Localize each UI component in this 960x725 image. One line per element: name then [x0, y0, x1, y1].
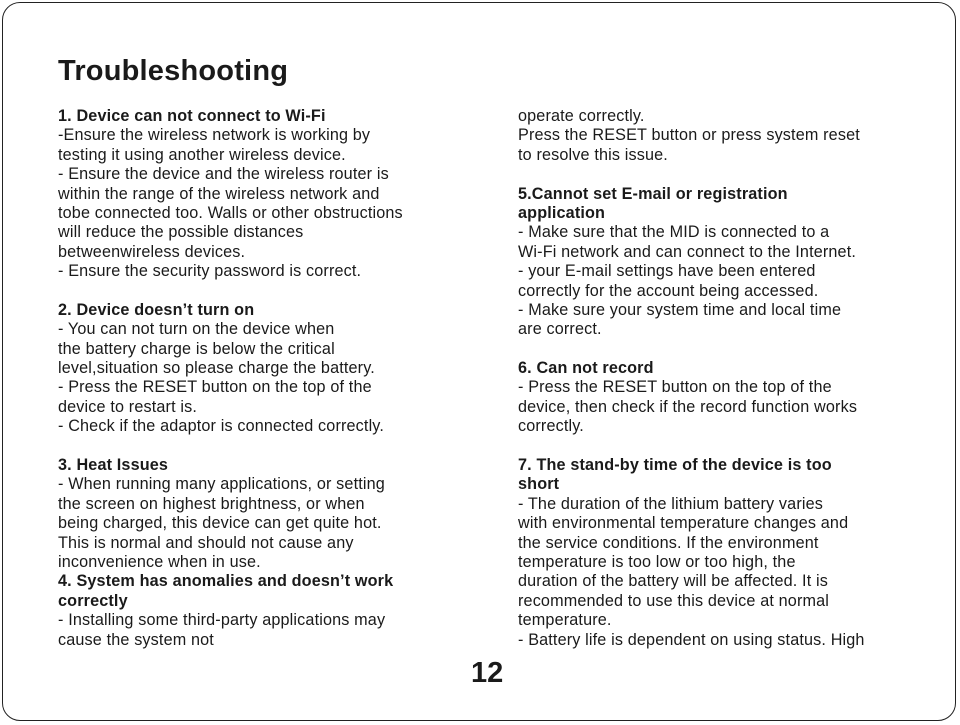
section-heading: application	[518, 203, 606, 222]
body-text-line: - Make sure your system time and local time	[518, 300, 842, 319]
body-text-line: device to restart is.	[58, 397, 197, 416]
manual-page	[2, 2, 956, 721]
section-heading: short	[518, 475, 560, 494]
body-text-line: Wi-Fi network and can connect to the Internet.	[518, 242, 857, 261]
body-text-line: temperature is too low or too high, the	[518, 552, 796, 571]
section-heading: 7. The stand-by time of the device is too	[518, 456, 832, 475]
body-text-line: being charged, this device can get quite hot.	[58, 514, 382, 533]
body-text-line: within the range of the wireless network and	[58, 184, 380, 203]
body-text-line: - Press the RESET button on the top of the	[518, 378, 832, 397]
section-heading: correctly	[58, 591, 128, 610]
body-text-line: This is normal and should not cause any	[58, 533, 354, 552]
body-text-line: level,situation so please charge the battery.	[58, 359, 375, 378]
section-heading: 6. Can not record	[518, 359, 654, 378]
body-text-line: Press the RESET button or press system reset	[518, 126, 860, 145]
body-text-line: are correct.	[518, 320, 602, 339]
body-text-line: cause the system not	[58, 630, 214, 649]
body-text-line: -Ensure the wireless network is working by	[58, 126, 371, 145]
body-text-line: the screen on highest brightness, or when	[58, 494, 365, 513]
body-text-line: - When running many applications, or setting	[58, 475, 385, 494]
body-text-line: - your E-mail settings have been entered	[518, 262, 816, 281]
spacer	[518, 165, 865, 184]
spacer	[58, 437, 403, 456]
body-text-line: operate correctly.	[518, 107, 645, 125]
body-text-line: the service conditions. If the environment	[518, 533, 819, 552]
body-text-line: betweenwireless devices.	[58, 242, 246, 261]
page-title: Troubleshooting	[58, 55, 289, 87]
body-text-line: the battery charge is below the critical	[58, 339, 335, 358]
section-heading: 1. Device can not connect to Wi-Fi	[58, 107, 326, 125]
body-text-line: device, then check if the record function works	[518, 397, 858, 416]
right-column	[518, 107, 865, 650]
body-text-line: will reduce the possible distances	[58, 223, 304, 242]
body-text-line: temperature.	[518, 611, 612, 630]
body-text-line: - Battery life is dependent on using status. High	[518, 630, 865, 649]
body-text-line: - Installing some third-party applications may	[58, 611, 386, 630]
body-text-line: - You can not turn on the device when	[58, 320, 335, 339]
body-text-line: inconvenience when in use.	[58, 552, 261, 571]
section-heading: 3. Heat Issues	[58, 456, 169, 475]
body-text-line: recommended to use this device at normal	[518, 591, 830, 610]
body-text-line: to resolve this issue.	[518, 145, 668, 164]
body-text-line: duration of the battery will be affected. It is	[518, 572, 828, 591]
body-text-line: testing it using another wireless device.	[58, 145, 346, 164]
spacer	[518, 437, 865, 456]
section-heading: 4. System has anomalies and doesn’t work	[58, 572, 394, 591]
left-column	[58, 107, 403, 650]
spacer	[518, 340, 865, 359]
page-number: 12	[471, 657, 504, 689]
spacer	[58, 282, 403, 301]
body-text-line: - The duration of the lithium battery varies	[518, 494, 824, 513]
body-text-line: correctly.	[518, 417, 584, 436]
body-text-line: correctly for the account being accessed.	[518, 281, 819, 300]
body-text-line: - Press the RESET button on the top of the	[58, 378, 372, 397]
body-text-line: with environmental temperature changes and	[518, 514, 849, 533]
body-text-line: - Check if the adaptor is connected correctly.	[58, 417, 385, 436]
section-heading: 5.Cannot set E-mail or registration	[518, 184, 788, 203]
body-text-line: - Make sure that the MID is connected to a	[518, 223, 830, 242]
body-text-line: - Ensure the device and the wireless router is	[58, 165, 389, 184]
body-text-line: - Ensure the security password is correct.	[58, 262, 362, 281]
section-heading: 2. Device doesn’t turn on	[58, 300, 255, 319]
body-text-line: tobe connected too. Walls or other obstructions	[58, 203, 403, 222]
